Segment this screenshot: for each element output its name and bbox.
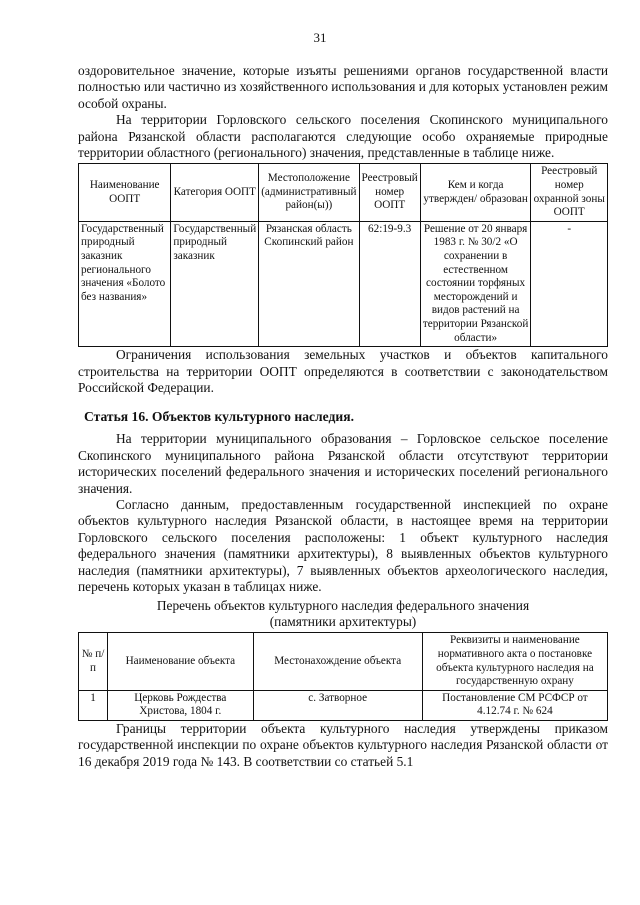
cell-object-location: с. Затворное [253,690,422,720]
cell-registry-number: 62:19-9.3 [359,221,420,346]
header-location: Местоположение (административный район(ы)) [259,164,359,221]
cell-number: 1 [79,690,108,720]
table-caption [78,598,608,630]
table-row [79,221,608,346]
header-object-name: Наименование объекта [108,633,253,690]
header-number: № п/п [79,633,108,690]
header-category: Категория ООПТ [171,164,259,221]
header-legal-act: Реквизиты и наименование нормативного акта о постановке объекта культурного наследия на государственную охрану [422,633,607,690]
paragraph-historic-settlements: На территории муниципального образования – Горловское сельское поселение Скопинского муниципального района Рязанской области отсутствуют территории исторических поселений федерального значения и исторических поселений регионального значения. [78,431,608,496]
paragraph-oopt-intro: На территории Горловского сельского поселения Скопинского муниципального района Рязанской области располагаются следующие особо охраняемые природные территории областного (регионального) значения, представленные в таблице ниже. [78,112,608,161]
paragraph-boundaries: Границы территории объекта культурного наследия утверждены приказом государственной инспекции по охране объектов культурного наследия Рязанской области от 16 декабря 2019 года № 143. В соответствии со статьей 5.1 [78,721,608,769]
oopt-table [78,163,608,347]
cell-legal-act: Постановление СМ РСФСР от 4.12.74 г. № 624 [422,690,607,720]
cell-name: Государственный природный заказник регионального значения «Болото без названия» [79,221,171,346]
header-approved-by: Кем и когда утвержден/ образован [420,164,531,221]
page-number: 31 [313,30,327,45]
section-heading: Статья 16. Объектов культурного наследия. [84,409,354,425]
paragraph-heritage-objects: Согласно данным, предоставленным государственной инспекцией по охране объектов культурного наследия Рязанской области, в настоящее время на территории Горловского сельского поселения расположены: 1 объект культурного наследия федерального значения (памятники архитектуры), 8 выявленных объектов культурного наследия (памятники архитектуры), 7 выявленных объектов археологического наследия, перечень которых указан в таблицах ниже. [78,497,608,595]
table-header-row [79,164,608,221]
paragraph-oopt-definition: оздоровительное значение, которые изъяты решениями органов государственной власти полностью или частично из хозяйственного использования и для которых установлен режим особой охраны. [78,63,608,111]
cell-protection-zone-number: - [531,221,608,346]
caption-line-2: (памятники архитектуры) [269,614,417,630]
document-body [78,63,608,770]
heritage-table [78,632,608,721]
caption-line-1: Перечень объектов культурного наследия федерального значения [156,598,530,614]
cell-object-name: Церковь Рождества Христова, 1804 г. [108,690,253,720]
header-name: Наименование ООПТ [79,164,171,221]
header-object-location: Местонахождение объекта [253,633,422,690]
table-row [79,690,608,720]
table-header-row [79,633,608,690]
paragraph-restrictions: Ограничения использования земельных участков и объектов капитального строительства на территории ООПТ определяются в соответствии с законодательством Российской Федерации. [78,347,608,395]
header-protection-zone-number: Реестровый номер охранной зоны ООПТ [531,164,608,221]
header-registry-number: Реестровый номер ООПТ [359,164,420,221]
cell-location: Рязанская область Скопинский район [259,221,359,346]
cell-approved-by: Решение от 20 января 1983 г. № 30/2 «О сохранении в естественном состоянии торфяных месторождений и видов растений на территории Рязанской области» [420,221,531,346]
cell-category: Государственный природный заказник [171,221,259,346]
